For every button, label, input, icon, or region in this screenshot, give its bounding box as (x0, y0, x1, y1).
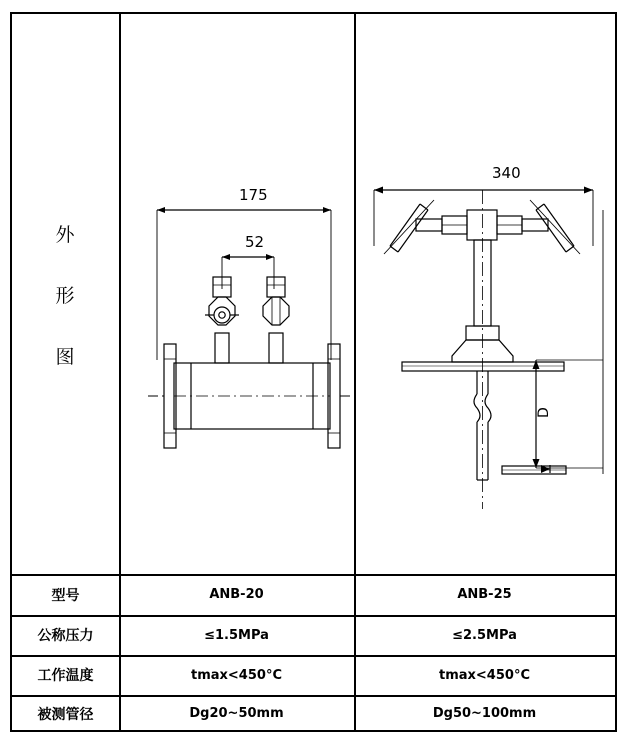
cell-working-temperature-anb25: tmax<450°C (439, 667, 530, 683)
cell-nominal-pressure-anb20: ≤1.5MPa (204, 627, 269, 643)
cell-working-temperature-anb20: tmax<450°C (191, 667, 282, 683)
row-label-nominal-pressure: 公称压力 (37, 628, 94, 644)
row-label-pipe-diameter: 被测管径 (37, 706, 94, 723)
row-label-model: 型号 (51, 587, 80, 604)
section-title-char-3: 图 (55, 345, 76, 368)
spec-table (10, 12, 617, 732)
section-title-char-2: 形 (55, 284, 76, 307)
dimension-52: 52 (245, 233, 265, 251)
dimension-175: 175 (239, 186, 268, 204)
cell-pipe-diameter-anb25: Dg50~100mm (432, 706, 537, 721)
row-label-working-temperature: 工作温度 (37, 668, 94, 684)
cell-model-anb25: ANB-25 (457, 587, 512, 602)
dimension-D: D (536, 407, 552, 418)
section-title-char-1: 外 (55, 223, 76, 246)
dimension-340: 340 (492, 164, 521, 182)
cell-pipe-diameter-anb20: Dg20~50mm (189, 706, 284, 721)
section-title-outline-drawing (12, 14, 119, 574)
anb20-outline-drawing (119, 14, 354, 574)
anb25-outline-drawing (354, 14, 615, 574)
cell-model-anb20: ANB-20 (209, 587, 264, 602)
cell-nominal-pressure-anb25: ≤2.5MPa (452, 627, 517, 643)
